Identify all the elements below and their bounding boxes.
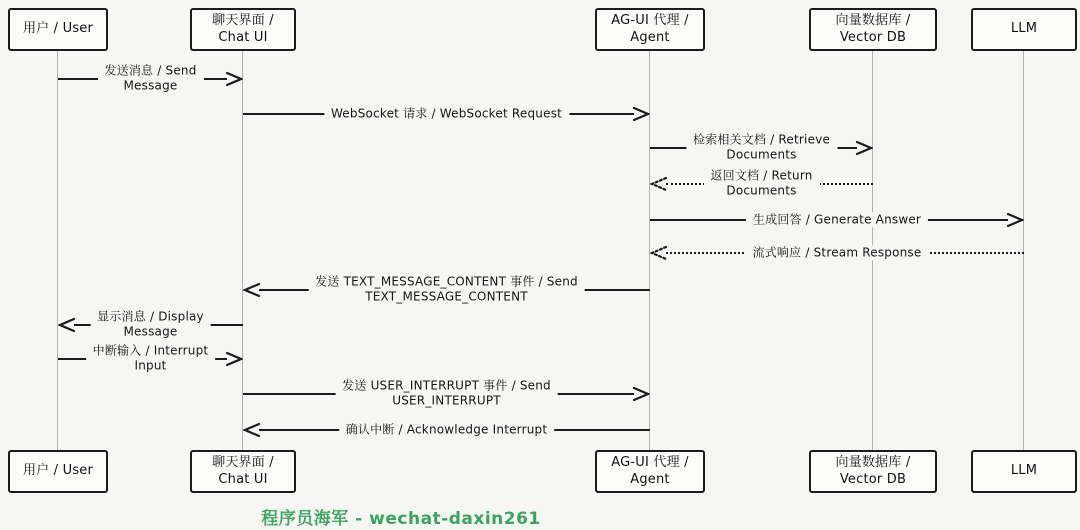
- actor-box-chat-ui-top: 聊天界面 / Chat UI: [190, 8, 296, 51]
- actor-box-chat-ui-bottom: 聊天界面 / Chat UI: [190, 450, 296, 493]
- message-label-6: 流式响应 / Stream Response: [746, 245, 929, 260]
- lifeline-chat-ui: [242, 50, 243, 451]
- message-label-8: 显示消息 / Display Message: [90, 310, 211, 341]
- message-label-1: 发送消息 / Send Message: [97, 64, 203, 95]
- arrowhead-icon: [650, 176, 668, 192]
- arrowhead-icon: [1006, 212, 1024, 228]
- watermark-credit: 程序员海军 - wechat-daxin261: [261, 509, 541, 529]
- arrowhead-icon: [650, 245, 668, 261]
- actor-box-agent-top: AG-UI 代理 / Agent: [595, 8, 705, 51]
- arrowhead-icon: [225, 71, 243, 87]
- actor-box-llm-bottom: LLM: [971, 450, 1077, 493]
- message-label-10: 发送 USER_INTERRUPT 事件 / Send USER_INTERRUPT: [335, 379, 558, 410]
- message-label-7: 发送 TEXT_MESSAGE_CONTENT 事件 / Send TEXT_MESSAGE_CONTENT: [308, 275, 585, 306]
- actor-box-user-bottom: 用户 / User: [8, 450, 108, 493]
- arrowhead-icon: [855, 140, 873, 156]
- arrowhead-icon: [58, 317, 76, 333]
- actor-box-user-top: 用户 / User: [8, 8, 108, 51]
- actor-box-llm-top: LLM: [971, 8, 1077, 51]
- lifeline-user: [57, 50, 58, 451]
- arrowhead-icon: [243, 422, 261, 438]
- message-label-5: 生成回答 / Generate Answer: [746, 212, 928, 227]
- message-label-11: 确认中断 / Acknowledge Interrupt: [339, 422, 555, 437]
- message-label-9: 中断输入 / Interrupt Input: [86, 344, 216, 375]
- actor-box-vector-db-bottom: 向量数据库 / Vector DB: [809, 450, 937, 493]
- message-label-2: WebSocket 请求 / WebSocket Request: [324, 106, 569, 121]
- arrowhead-icon: [225, 351, 243, 367]
- message-label-4: 返回文档 / Return Documents: [703, 169, 819, 200]
- arrowhead-icon: [632, 106, 650, 122]
- arrowhead-icon: [243, 282, 261, 298]
- lifeline-llm: [1023, 50, 1024, 451]
- arrowhead-icon: [632, 386, 650, 402]
- actor-box-vector-db-top: 向量数据库 / Vector DB: [809, 8, 937, 51]
- actor-box-agent-bottom: AG-UI 代理 / Agent: [595, 450, 705, 493]
- message-label-3: 检索相关文档 / Retrieve Documents: [686, 133, 837, 164]
